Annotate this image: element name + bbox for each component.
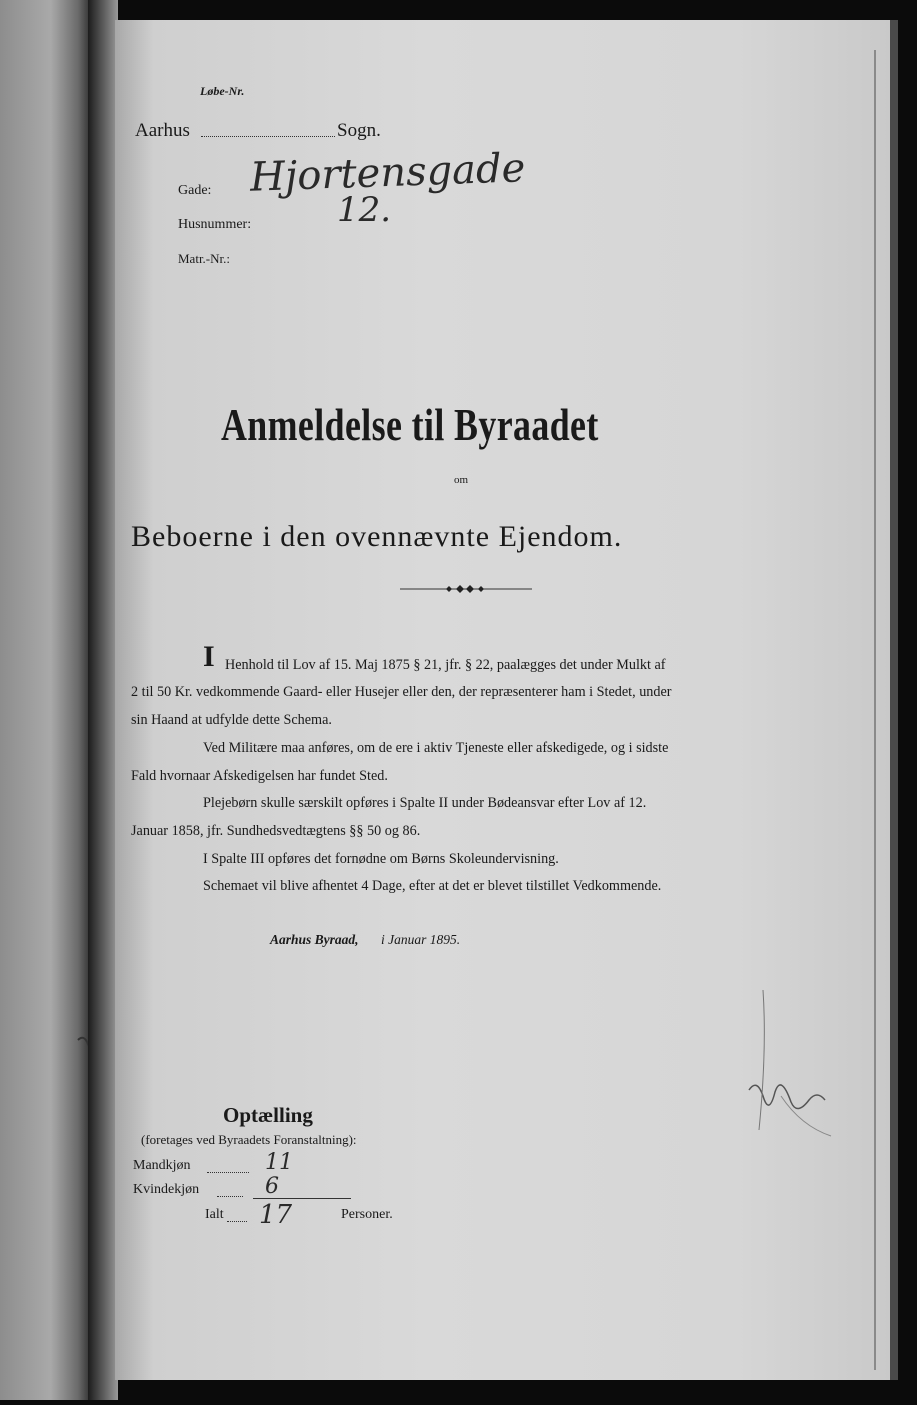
husnummer-label: Husnummer: (178, 217, 252, 232)
sum-line (253, 1198, 351, 1199)
count-subtitle: (foretages ved Byraadets Foranstaltning): (141, 1132, 357, 1147)
paragraph-line-3: sin Haand at udfylde dette Schema. (131, 712, 332, 728)
sogn-dotted-line (201, 136, 335, 137)
count-title: Optælling (223, 1103, 313, 1127)
mandkjon-dots (207, 1172, 249, 1173)
ialt-dots (227, 1221, 247, 1222)
book-spine (88, 0, 118, 1400)
paragraph-line-1: Henhold til Lov af 15. Maj 1875 § 21, jfr. § 22, paalægges det under Mulkt af (225, 657, 666, 673)
title-om: om (454, 474, 469, 486)
kvindekjon-value: 6 (265, 1174, 279, 1199)
handwritten-initials (735, 970, 855, 1140)
paragraph-line-6: Plejebørn skulle særskilt opføres i Spalte II under Bødeansvar efter Lov af 12. (203, 795, 647, 811)
ialt-label: Ialt (205, 1207, 224, 1222)
ornament-divider (400, 583, 532, 595)
sogn-label: Sogn. (337, 120, 381, 141)
matr-label: Matr.-Nr.: (178, 251, 230, 266)
left-page-handwriting (0, 0, 92, 1400)
gade-label: Gade: (178, 183, 212, 198)
document-title: Anmeldelse til Byraadet (221, 399, 599, 450)
left-page-edge (0, 0, 92, 1400)
ialt-value: 17 (259, 1200, 293, 1230)
husnummer-handwritten-value: 12. (337, 190, 392, 230)
paragraph-line-5: Fald hvornaar Afskedigelsen har fundet Sted. (131, 768, 388, 784)
personer-label: Personer. (341, 1207, 393, 1222)
lobe-nr-label: Løbe-Nr. (200, 84, 245, 98)
gade-handwritten-value: Hjortensgade (249, 145, 526, 201)
document-subtitle: Beboerne i den ovennævnte Ejendom. (131, 520, 623, 553)
signature-date: i Januar 1895. (381, 932, 461, 947)
mandkjon-label: Mandkjøn (133, 1158, 191, 1173)
kvindekjon-label: Kvindekjøn (133, 1182, 200, 1197)
document-page (115, 20, 898, 1380)
signature-place: Aarhus Byraad, (270, 932, 359, 947)
paragraph-line-8: I Spalte III opføres det fornødne om Børns Skoleundervisning. (203, 851, 559, 867)
paragraph-line-9: Schemaet vil blive afhentet 4 Dage, efter at det er blevet tilstillet Vedkommende. (203, 878, 662, 894)
paragraph-line-7: Januar 1858, jfr. Sundhedsvedtægtens §§ 50 og 86. (131, 823, 421, 839)
paragraph-initial: I (203, 640, 215, 673)
page-edge-line (874, 50, 876, 1370)
city-label: Aarhus (135, 120, 190, 141)
paragraph-line-2: 2 til 50 Kr. vedkommende Gaard- eller Husejer eller den, der repræsenterer ham i Stedet, under (131, 684, 672, 700)
kvindekjon-dots (217, 1196, 243, 1197)
paragraph-line-4: Ved Militære maa anføres, om de ere i aktiv Tjeneste eller afskedigede, og i sidste (203, 740, 669, 756)
mandkjon-value: 11 (265, 1150, 293, 1175)
